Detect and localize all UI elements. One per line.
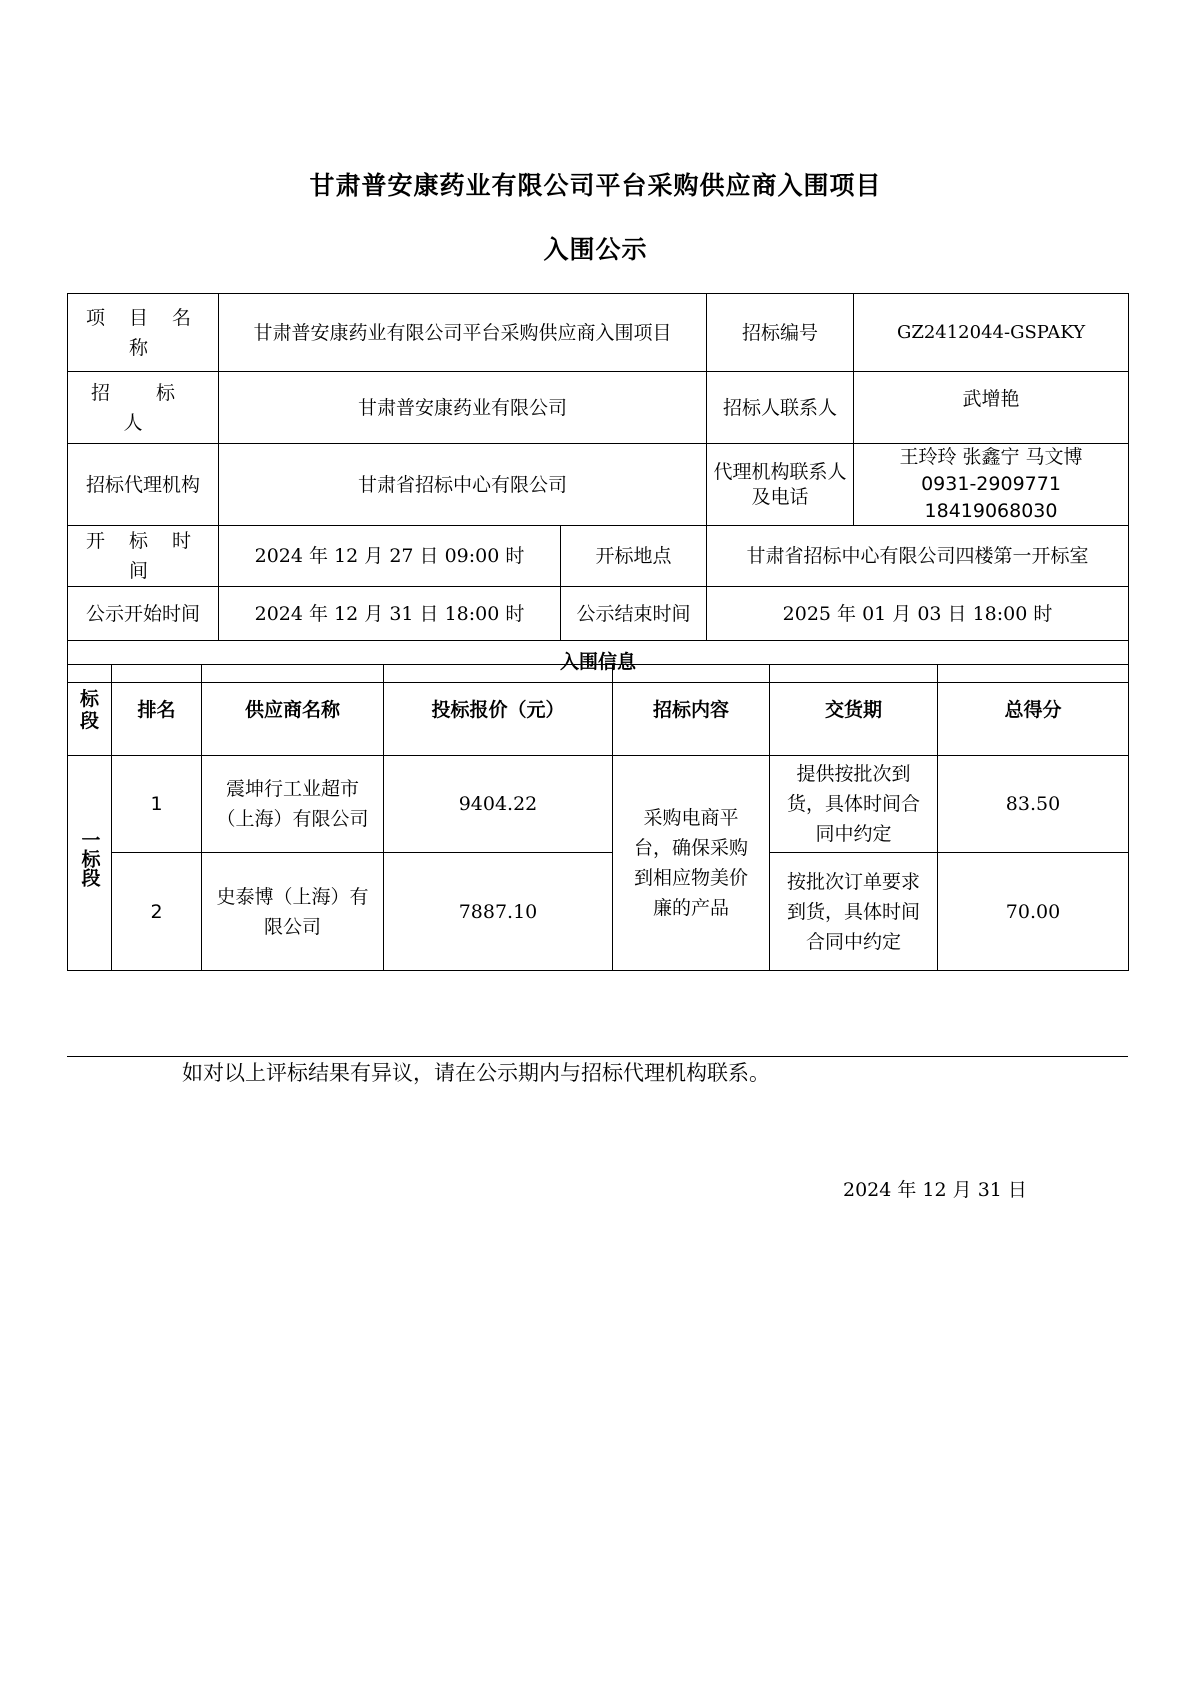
header-content: 招标内容 [613, 665, 770, 756]
agency-value: 甘肃省招标中心有限公司 [219, 444, 707, 526]
bid-no-label: 招标编号 [707, 294, 854, 372]
info-row-tenderer [68, 372, 1129, 444]
objection-note: 如对以上评标结果有异议，请在公示期内与招标代理机构联系。 [182, 1061, 770, 1085]
open-time-label: 开 标 时 间 [68, 526, 219, 587]
header-section: 标段 [68, 665, 112, 756]
project-name-value: 甘肃普安康药业有限公司平台采购供应商入围项目 [219, 294, 707, 372]
header-supplier: 供应商名称 [202, 665, 384, 756]
agency-label: 招标代理机构 [68, 444, 219, 526]
open-place-value: 甘肃省招标中心有限公司四楼第一开标室 [707, 526, 1129, 587]
score-cell: 83.50 [938, 756, 1129, 853]
delivery-cell: 提供按批次到货，具体时间合同中约定 [770, 756, 938, 853]
tenderer-value: 甘肃普安康药业有限公司 [219, 372, 707, 444]
header-rank: 排名 [112, 665, 202, 756]
tenderer-label: 招 标 人 [68, 372, 219, 444]
table-row [68, 853, 1129, 971]
info-row-open [68, 526, 1129, 587]
info-row-notice [68, 587, 1129, 641]
info-row-project [68, 294, 1129, 372]
rank-cell: 1 [112, 756, 202, 853]
supplier-cell: 震坤行工业超市（上海）有限公司 [202, 756, 384, 853]
info-table [67, 293, 1129, 683]
open-place-label: 开标地点 [561, 526, 707, 587]
score-cell: 70.00 [938, 853, 1129, 971]
agency-contact-label: 代理机构联系人及电话 [707, 444, 854, 526]
agency-contact-value [854, 444, 1129, 526]
shortlist-table [67, 664, 1129, 971]
tenderer-contact-label: 招标人联系人 [707, 372, 854, 444]
header-delivery: 交货期 [770, 665, 938, 756]
document-title: 甘肃普安康药业有限公司平台采购供应商入围项目 [309, 171, 882, 200]
price-cell: 7887.10 [384, 853, 613, 971]
issue-date: 2024 年 12 月 31 日 [843, 1179, 1027, 1201]
open-time-value: 2024 年 12 月 27 日 09:00 时 [219, 526, 561, 587]
info-row-agency [68, 444, 1129, 526]
price-cell: 9404.22 [384, 756, 613, 853]
table-row [68, 756, 1129, 853]
project-name-label: 项 目 名 称 [68, 294, 219, 372]
notice-end-label: 公示结束时间 [561, 587, 707, 641]
shortlist-heading: 入围信息 [68, 641, 1129, 683]
agency-contact-phones: 0931-2909771 18419068030 [921, 473, 1061, 522]
delivery-cell: 按批次订单要求到货，具体时间合同中约定 [770, 853, 938, 971]
document-subtitle: 入围公示 [543, 235, 648, 264]
notice-end-value: 2025 年 01 月 03 日 18:00 时 [707, 587, 1129, 641]
bid-no-value: GZ2412044-GSPAKY [854, 294, 1129, 372]
supplier-cell: 史泰博（上海）有限公司 [202, 853, 384, 971]
shortlist-header-row [68, 665, 1129, 756]
section-cell [68, 756, 112, 971]
content-cell: 采购电商平台，确保采购到相应物美价廉的产品 [613, 756, 770, 971]
rank-cell: 2 [112, 853, 202, 971]
header-score: 总得分 [938, 665, 1129, 756]
agency-contact-names: 王玲玲 张鑫宁 马文博 [899, 446, 1083, 468]
notice-start-label: 公示开始时间 [68, 587, 219, 641]
tenderer-contact-value: 武增艳 [854, 372, 1129, 444]
section-name: 一标段 [78, 830, 101, 887]
header-price: 投标报价（元） [384, 665, 613, 756]
notice-start-value: 2024 年 12 月 31 日 18:00 时 [219, 587, 561, 641]
